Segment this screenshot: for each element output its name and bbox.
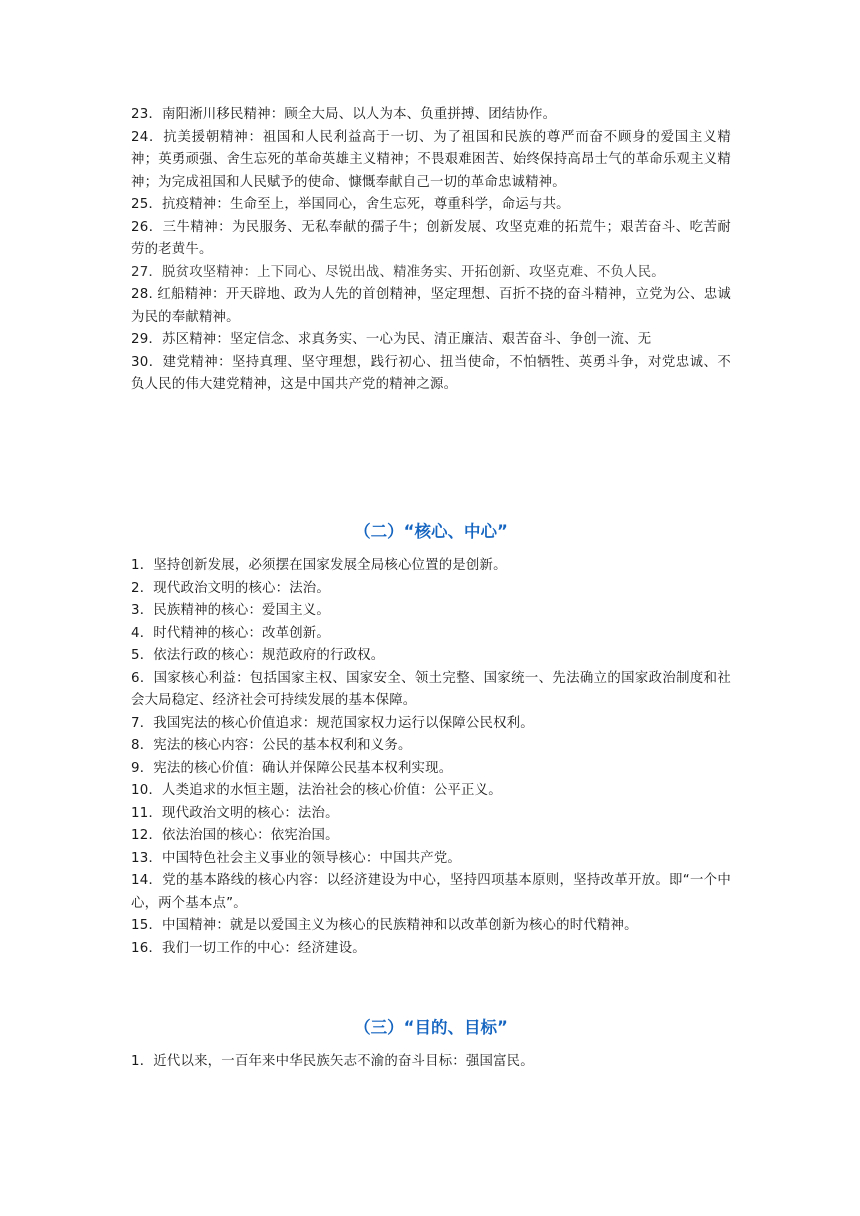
list-item: 3．民族精神的核心：爱国主义。 bbox=[131, 603, 330, 618]
list-item: 26．三牛精神：为民服务、无私奉献的孺子牛；创新发展、攻坚克难的拓荒牛；艰苦奋斗、吃苦耐劳的老黄牛。 bbox=[131, 219, 731, 257]
list-item: 4．时代精神的核心：改革创新。 bbox=[131, 625, 330, 641]
list-item: 29．苏区精神：坚定信念、求真务实、一心为民、清正廉洁、艰苦奋斗、争创一流、无 bbox=[131, 332, 652, 347]
core-list bbox=[131, 555, 731, 960]
list-item: 16．我们一切工作的中心：经济建设。 bbox=[131, 940, 366, 956]
list-item: 14．党的基本路线的核心内容：以经济建设为中心，坚持四项基本原则，坚持改革开放。即“一个中心，两个基本点”。 bbox=[131, 873, 731, 911]
list-item: 24．抗美援朝精神：祖国和人民利益高于一切、为了祖国和民族的尊严而奋不顾身的爱国主义精神；英勇顽强、舍生忘死的革命英雄主义精神；不畏艰难困苦、始终保持高昂士气的革命乐观主义精神；为完成祖国和人民赋予的使命、慷慨奉献自己一切的革命忠诚精神。 bbox=[131, 129, 731, 190]
list-item: 1．近代以来，一百年来中华民族矢志不渝的奋斗目标：强国富民。 bbox=[131, 1054, 534, 1069]
list-item: 11．现代政治文明的核心：法治。 bbox=[131, 805, 339, 821]
list-item: 5．依法行政的核心：规范政府的行政权。 bbox=[131, 648, 385, 663]
list-item: 15．中国精神：就是以爱国主义为核心的民族精神和以改革创新为核心的时代精神。 bbox=[131, 918, 638, 933]
spirit-list bbox=[131, 104, 731, 397]
section-heading-core: （二）“核心、中心” bbox=[354, 522, 508, 541]
list-item: 23．南阳淅川移民精神：顾全大局、以人为本、负重拼搏、团结协作。 bbox=[131, 107, 557, 122]
goal-list bbox=[131, 1051, 731, 1074]
section-heading-goal: （三）“目的、目标” bbox=[354, 1018, 508, 1037]
list-item: 27．脱贫攻坚精神：上下同心、尽锐出战、精准务实、开拓创新、攻坚克难、不负人民。 bbox=[131, 264, 665, 280]
list-item: 28. 红船精神：开天辟地、政为人先的首创精神，坚定理想、百折不挠的奋斗精神，立党为公、忠诚为民的奉献精神。 bbox=[131, 287, 731, 325]
list-item: 13．中国特色社会主义事业的领导核心：中国共产党。 bbox=[131, 850, 462, 866]
list-item: 25．抗疫精神：生命至上，举国同心，舍生忘死，尊重科学，命运与共。 bbox=[131, 197, 570, 212]
list-item: 9．宪法的核心价值：确认并保障公民基本权利实现。 bbox=[131, 760, 453, 776]
list-item: 1．坚持创新发展，必须摆在国家发展全局核心位置的是创新。 bbox=[131, 558, 507, 573]
list-item: 8．宪法的核心内容：公民的基本权利和义务。 bbox=[131, 738, 412, 753]
list-item: 7．我国宪法的核心价值追求：规范国家权力运行以保障公民权利。 bbox=[131, 715, 534, 731]
list-item: 6．国家核心利益：包括国家主权、国家安全、领土完整、国家统一、先法确立的国家政治制度和社会大局稳定、经济社会可持续发展的基本保障。 bbox=[131, 670, 731, 708]
list-item: 10．人类追求的水恒主题，法治社会的核心价值：公平正义。 bbox=[131, 783, 502, 798]
list-item: 30．建党精神：坚持真理、坚守理想，践行初心、扭当使命，不怕牺牲、英勇斗争，对党忠诚、不负人民的伟大建党精神，这是中国共产党的精神之源。 bbox=[131, 354, 731, 392]
list-item: 2．现代政治文明的核心：法治。 bbox=[131, 580, 330, 596]
list-item: 12．依法治国的核心：依宪治国。 bbox=[131, 828, 339, 843]
